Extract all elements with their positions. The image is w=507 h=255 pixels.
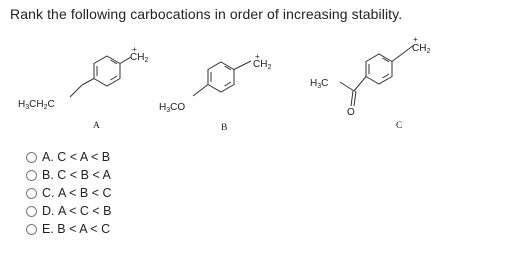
structure-c [310,35,430,131]
option-b-text: C < B < A [57,168,111,182]
option-e[interactable] [26,221,110,237]
carbonyl-oxygen-c: O [347,107,355,118]
substituent-label-c: $H_3C$ [310,78,329,90]
option-a-text: C < A < B [57,150,111,164]
charge-b: + [255,52,260,61]
option-e-letter: E. [42,222,54,236]
structure-a [18,45,148,131]
option-c[interactable] [26,185,112,201]
option-d-radio[interactable] [26,206,37,217]
benzene-ring-c [366,54,392,84]
cation-label-a: $CH_2$ [130,52,149,64]
structure-label-b: B [221,123,228,133]
cation-label-b: $CH_2$ [253,59,272,71]
structure-label-a: A [93,121,100,131]
option-a[interactable] [26,149,110,165]
option-b-letter: B. [42,168,54,182]
option-d[interactable] [26,203,112,219]
cation-label-c: $CH_2$ [412,43,431,55]
question-text: Rank the following carbocations in order of increasing stability. [10,6,403,22]
option-c-radio[interactable] [26,188,37,199]
option-a-letter: A. [42,150,54,164]
substituent-label-b: $H_3CO$ [159,102,186,114]
option-e-radio[interactable] [26,224,37,235]
option-e-text: B < A < C [57,222,111,236]
charge-c: + [413,35,418,44]
benzene-ring-b [208,62,234,92]
benzene-ring-a [94,56,120,86]
option-a-radio[interactable] [26,152,37,163]
option-b-radio[interactable] [26,170,37,181]
option-c-text: A < B < C [57,186,112,200]
structure-b [159,52,271,133]
charge-a: + [132,45,137,54]
substituent-label-a: $H_3CH_2C$ [18,99,55,111]
option-d-text: A < C < B [57,204,112,218]
option-d-letter: D. [42,204,55,218]
option-c-letter: C. [42,186,55,200]
option-b[interactable] [26,167,111,183]
structure-label-c: C [396,121,403,131]
